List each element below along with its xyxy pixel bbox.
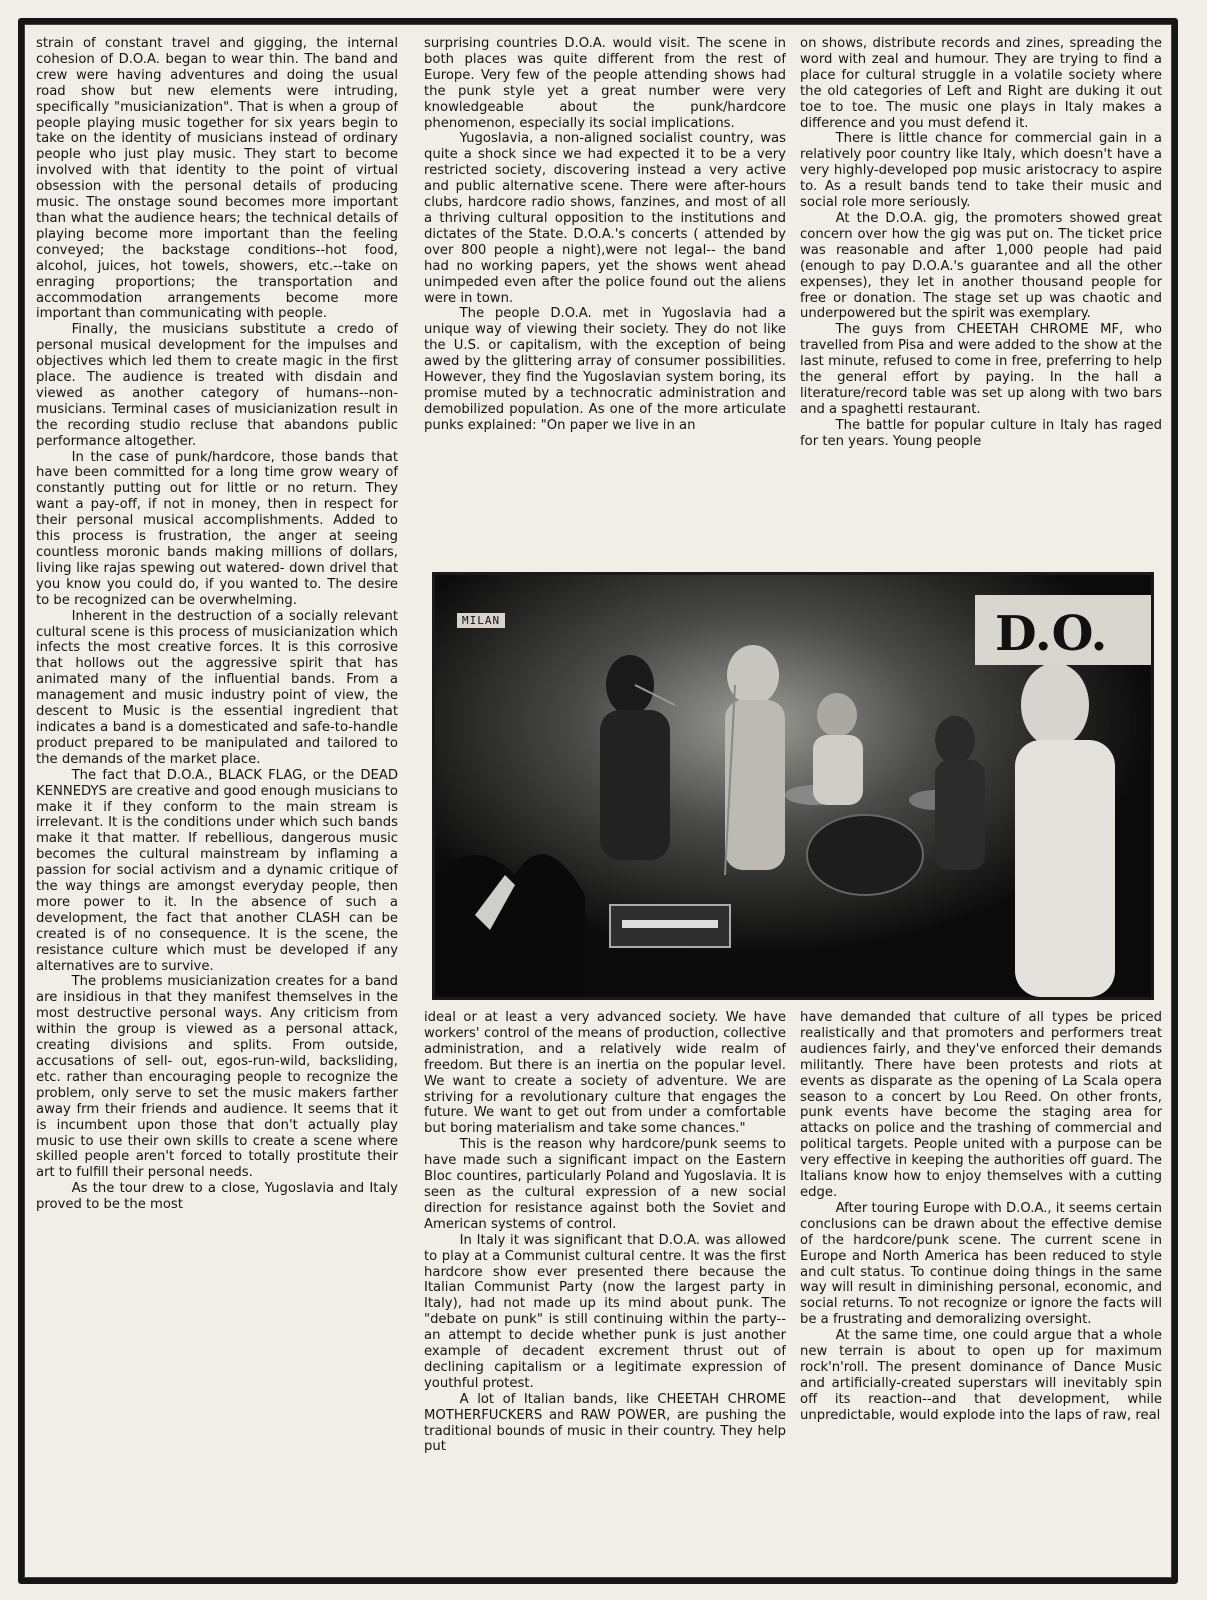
paragraph: Finally, the musicians substitute a credo of personal musical development for the impulses and objectives which led them to create magic in the first place. The audience is treated with disdain and viewed as another category of humans--non-musicians. Terminal cases of musicianization result in the recording studio recluse that abandons public performance altogether. (36, 322, 398, 449)
column-middle-top (424, 36, 786, 572)
paragraph: The people D.O.A. met in Yugoslavia had a unique way of viewing their society. They do not like the U.S. or capitalism, with the exception of being awed by the glittering array of consumer possibilities. However, they find the Yugoslavian system boring, its promise muted by a technocratic administration and demobilized population. As one of the more articulate punks explained: "On paper we live in an (424, 306, 786, 433)
paragraph: At the same time, one could argue that a whole new terrain is about to open up for maximum rock'n'roll. The present dominance of Dance Music and artificially-created superstars will inevitably spin off its reaction--and that development, while unpredictable, would explode into the laps of raw, real (800, 1328, 1162, 1423)
column-right-top (800, 36, 1162, 572)
paragraph: strain of constant travel and gigging, the internal cohesion of D.O.A. began to wear thin. The band and crew were having adventures and doing the usual road show but new elements were intruding, specifically "musicianization". That is when a group of people playing music together for six years begin to take on the identity of musicians instead of ordinary people who just play music. They start to become involved with that identity to the point of virtual obsession with the personal details of producing music. The onstage sound becomes more important than what the audience hears; the technical details of playing become more important than the feeling conveyed; the backstage conditions--hot food, alcohol, juices, hot towels, showers, etc.--take on enraging proportions; the transportation and accommodation arrangements become more important than communicating with people. (36, 36, 398, 322)
paragraph: The fact that D.O.A., BLACK FLAG, or the DEAD KENNEDYS are creative and good enough musicians to make it if they conform to the main stream is irrelevant. It is the conditions under which such bands make it that matter. If rebellious, dangerous music becomes the cultural mainstream by inflaming a passion for social activism and a dynamic critique of the way things are amongst everyday people, then more power to it. In the absence of such a development, the fact that another CLASH can be created is of no consequence. It is the scene, the resistance culture which must be developed if any alternatives are to survive. (36, 767, 398, 974)
concert-photo-image (435, 575, 1151, 997)
paragraph: As the tour drew to a close, Yugoslavia and Italy proved to be the most (36, 1181, 398, 1213)
paragraph: have demanded that culture of all types be priced realistically and that promoters and performers treat audiences fairly, and they've enforced their demands militantly. There have been protests and riots at events as disparate as the opening of La Scala opera season to a concert by Lou Reed. On other fronts, punk events have become the staging area for attacks on police and the trashing of commercial and political targets. People united with a purpose can be very effective in keeping the authorities off guard. The Italians know how to enjoy themselves with a cutting edge. (800, 1010, 1162, 1200)
paragraph: After touring Europe with D.O.A., it seems certain conclusions can be drawn about the effective demise of the hardcore/punk scene. The current scene in Europe and North America has been reduced to style and cult status. To continue doing things in the same way will result in diminishing personal, economic, and social returns. To not recognize or ignore the facts will be a frustrating and demoralizing oversight. (800, 1200, 1162, 1328)
photo-caption: MILAN (457, 613, 505, 628)
paragraph: A lot of Italian bands, like CHEETAH CHROME MOTHERFUCKERS and RAW POWER, are pushing the traditional bounds of music in their country. They help put (424, 1391, 786, 1455)
paragraph: In Italy it was significant that D.O.A. was allowed to play at a Communist cultural centre. It was the first hardcore show ever presented there because the Italian Communist Party (now the largest party in Italy), had not made up its mind about punk. The "debate on punk" is still continuing within the party-- an attempt to decide whether punk is just another example of decadent excrement thrust out of declining capitalism or a legitimate expression of youthful protest. (424, 1232, 786, 1391)
paragraph: The guys from CHEETAH CHROME MF, who travelled from Pisa and were added to the show at the last minute, refused to come in free, preferring to help the general effort by paying. In the hall a literature/record table was set up along with two bars and a spaghetti restaurant. (800, 322, 1162, 417)
concert-photo (432, 572, 1154, 1000)
paragraph: surprising countries D.O.A. would visit. The scene in both places was quite different from the rest of Europe. Very few of the people attending shows had the punk style yet a great number were very knowledgeable about the punk/hardcore phenomenon, especially its social implications. (424, 36, 786, 131)
paragraph: on shows, distribute records and zines, spreading the word with zeal and humour. They are trying to find a place for cultural struggle in a volatile society where the old categories of Left and Right are duking it out toe to toe. The music one plays in Italy makes a difference and you must defend it. (800, 36, 1162, 131)
paragraph: ideal or at least a very advanced society. We have workers' control of the means of production, collective administration, and a relatively wide realm of freedom. But there is an inertia on the popular level. We want to create a society of adventure. We are striving for a revolutionary culture that engages the future. We want to get out from under a comfortable but boring materialism and take some chances." (424, 1010, 786, 1137)
svg-text:D.O.: D.O. (995, 606, 1108, 662)
paragraph: The problems musicianization creates for a band are insidious in that they manifest themselves in the most destructive personal ways. Any criticism from within the group is viewed as a personal attack, creating divisions and splits. From outside, accusations of sell- out, egos-run-wild, backsliding, etc. rather than encouraging people to recognize the problem, only serve to set the music makers farther away frm their friends and audience. It seems that it is incumbent upon those that don't actually play music to use their own skills to create a scene where skilled people aren't forced to totally prostitute their art to fulfill their personal needs. (36, 974, 398, 1181)
paragraph: There is little chance for commercial gain in a relatively poor country like Italy, which doesn't have a very highly-developed pop music aristocracy to aspire to. As a result bands tend to take their music and social role more seriously. (800, 131, 1162, 211)
paragraph: Yugoslavia, a non-aligned socialist country, was quite a shock since we had expected it to be a very restricted society, discovering instead a very active and public alternative scene. There were after-hours clubs, hardcore radio shows, fanzines, and most of all a thriving cultural opposition to the institutions and dictates of the State. D.O.A.'s concerts ( attended by over 800 people a night),were not legal-- the band had no working papers, yet the shows went ahead unimpeded even after the police found out the aliens were in town. (424, 131, 786, 306)
column-middle-bottom (424, 1010, 786, 1572)
paragraph: At the D.O.A. gig, the promoters showed great concern over how the gig was put on. The ticket price was reasonable and after 1,000 people had paid (enough to pay D.O.A.'s guarantee and all the other expenses), they let in another thousand people for free or donation. The stage set up was chaotic and underpowered but the spirit was exemplary. (800, 210, 1162, 322)
paragraph: Inherent in the destruction of a socially relevant cultural scene is this process of musicianization which infects the most creative forces. It is this corrosive that hollows out the aggressive spirit that has animated many of the influential bands. From a management and music industry point of view, the descent to Music is the essential ingredient that indicates a band is a domesticated and safe-to-handle product prepared to be manipulated and tailored to the demands of the market place. (36, 608, 398, 767)
column-left (36, 36, 398, 1572)
paragraph: The battle for popular culture in Italy has raged for ten years. Young people (800, 417, 1162, 449)
paragraph: In the case of punk/hardcore, those bands that have been committed for a long time grow weary of constantly putting out for little or no return. They want a pay-off, if not in money, then in respect for their personal musical accomplishments. Added to this process is frustration, the anger at seeing countless moronic bands making millions of dollars, living like rajas spewing out watered- down drivel that you know you could do, if you wanted to. The desire to be recognized can be overwhelming. (36, 449, 398, 608)
column-right-bottom (800, 1010, 1162, 1572)
paragraph: This is the reason why hardcore/punk seems to have made such a significant impact on the Eastern Bloc countires, particularly Poland and Yugoslavia. It is seen as the cultural expression of a new social direction for resistance against both the Soviet and American systems of control. (424, 1137, 786, 1232)
